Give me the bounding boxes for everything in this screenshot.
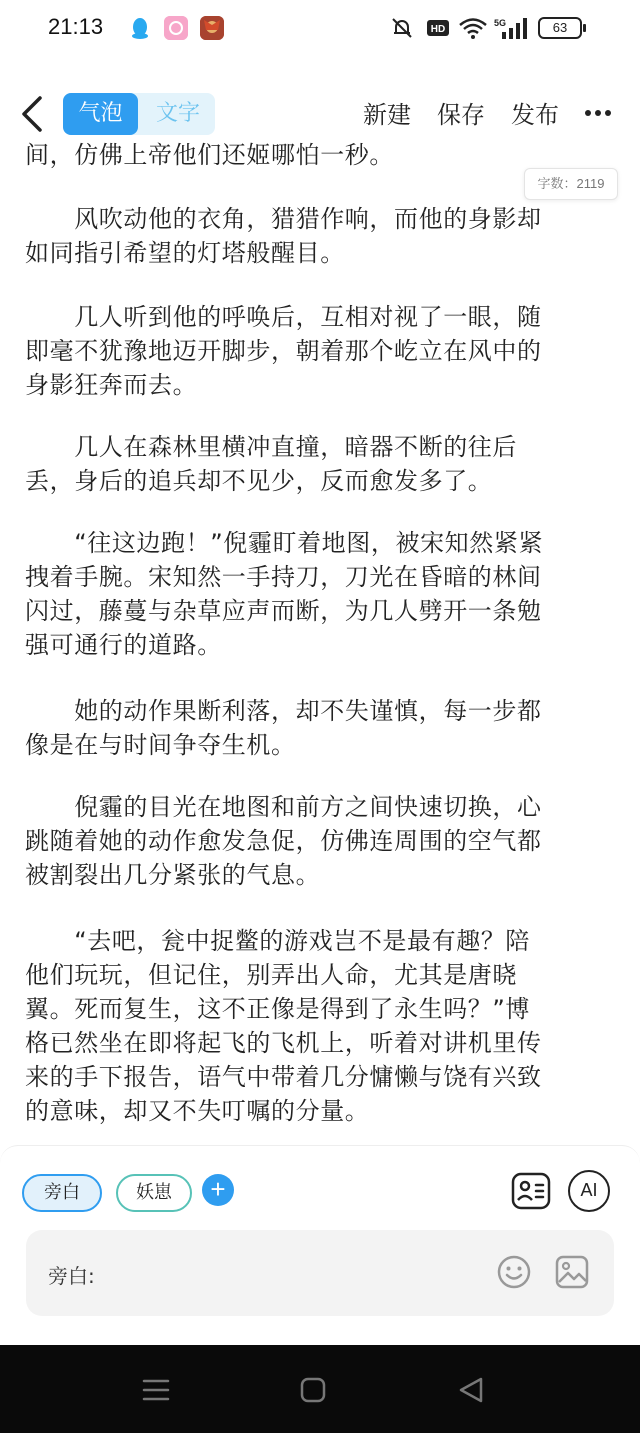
role-chip-character[interactable]: 妖崽 bbox=[116, 1174, 192, 1212]
publish-button[interactable]: 发布 bbox=[511, 101, 559, 129]
text-line: 闪过，藤蔓与杂草应声而断，为几人劈开一条勉 bbox=[25, 597, 542, 625]
emoji-icon[interactable] bbox=[496, 1254, 532, 1290]
mute-bell-icon bbox=[390, 16, 414, 40]
message-input[interactable] bbox=[26, 1230, 614, 1316]
paragraph-2 bbox=[25, 300, 610, 402]
paragraph-1 bbox=[25, 202, 610, 270]
text-line: 拽着手腕。宋知然一手持刀，刀光在昏暗的林间 bbox=[25, 563, 542, 591]
text-line: 她的动作果断利落，却不失谨慎，每一步都 bbox=[25, 697, 542, 725]
paragraph-7 bbox=[25, 924, 610, 1128]
text-line: 被割裂出几分紧张的气息。 bbox=[25, 861, 321, 889]
back-arrow-icon[interactable] bbox=[16, 94, 50, 134]
text-line: 风吹动他的衣角，猎猎作响，而他的身影却 bbox=[25, 205, 542, 233]
text-line: 像是在与时间争夺生机。 bbox=[25, 731, 296, 759]
text-line: 丢，身后的追兵却不见少，反而愈发多了。 bbox=[25, 467, 493, 495]
home-icon[interactable] bbox=[298, 1375, 328, 1405]
text-line: 他们玩玩，但记住，别弄出人命，尤其是唐晓 bbox=[25, 961, 517, 989]
composer-panel bbox=[0, 1145, 640, 1345]
svg-text:HD: HD bbox=[430, 24, 446, 35]
text-line: “往这边跑！”倪霾盯着地图，被宋知然紧紧 bbox=[25, 529, 544, 557]
image-icon[interactable] bbox=[554, 1254, 590, 1290]
save-button[interactable]: 保存 bbox=[437, 101, 485, 129]
text-line: 几人听到他的呼唤后，互相对视了一眼，随 bbox=[25, 303, 542, 331]
role-chip-narrator[interactable]: 旁白 bbox=[22, 1174, 102, 1212]
paragraph-4 bbox=[25, 526, 610, 662]
mode-bubble-tab[interactable]: 气泡 bbox=[63, 93, 138, 135]
system-nav-bar bbox=[0, 1345, 640, 1433]
text-line: 几人在森林里横冲直撞，暗器不断的往后 bbox=[25, 433, 517, 461]
partial-text-line: 间，仿佛上帝他们还姬哪怕一秒。 bbox=[25, 141, 394, 169]
mode-text-tab[interactable]: 文字 bbox=[155, 101, 200, 126]
text-line: “去吧，瓮中捉鳖的游戏岂不是最有趣？陪 bbox=[25, 927, 531, 955]
text-line: 如同指引希望的灯塔般醒目。 bbox=[25, 239, 345, 267]
game-icon bbox=[200, 16, 224, 40]
menu-icon[interactable] bbox=[141, 1375, 171, 1405]
text-line: 格已然坐在即将起飞的飞机上，听着对讲机里传 bbox=[25, 1029, 542, 1057]
text-line: 翼。死而复生，这不正像是得到了永生吗？”博 bbox=[25, 995, 531, 1023]
mode-toggle bbox=[63, 93, 215, 135]
wifi-icon bbox=[458, 16, 488, 40]
5g-signal-icon bbox=[494, 16, 528, 40]
add-role-button[interactable]: + bbox=[202, 1174, 234, 1206]
text-line: 来的手下报告，语气中带着几分慵懒与饶有兴致 bbox=[25, 1063, 542, 1091]
article-body[interactable] bbox=[0, 141, 640, 1143]
text-line: 跳随着她的动作愈发急促，仿佛连周围的空气都 bbox=[25, 827, 542, 855]
text-line: 即毫不犹豫地迈开脚步，朝着那个屹立在风中的 bbox=[25, 337, 542, 365]
character-card-icon[interactable] bbox=[510, 1170, 552, 1212]
ai-assist-button[interactable]: AI bbox=[568, 1170, 610, 1212]
qq-icon bbox=[128, 16, 152, 40]
battery-icon: 63 bbox=[538, 17, 582, 39]
status-time: 21:13 bbox=[48, 14, 104, 39]
paragraph-5 bbox=[25, 694, 610, 762]
text-line: 身影狂奔而去。 bbox=[25, 371, 198, 399]
status-bar bbox=[0, 0, 640, 58]
text-line: 强可通行的道路。 bbox=[25, 631, 222, 659]
more-options-icon[interactable] bbox=[585, 110, 613, 120]
back-triangle-icon[interactable] bbox=[456, 1375, 486, 1405]
paragraph-3 bbox=[25, 430, 610, 498]
new-button[interactable]: 新建 bbox=[363, 101, 411, 129]
text-line: 的意味，却又不失叮嘱的分量。 bbox=[25, 1097, 370, 1125]
word-count-badge: 字数：2119 bbox=[524, 168, 618, 200]
svg-text:5G: 5G bbox=[494, 18, 507, 28]
input-role-label: 旁白: bbox=[48, 1264, 95, 1288]
paragraph-6 bbox=[25, 790, 610, 892]
text-line: 倪霾的目光在地图和前方之间快速切换，心 bbox=[25, 793, 542, 821]
hd-icon bbox=[426, 16, 450, 40]
pink-app-icon bbox=[164, 16, 188, 40]
